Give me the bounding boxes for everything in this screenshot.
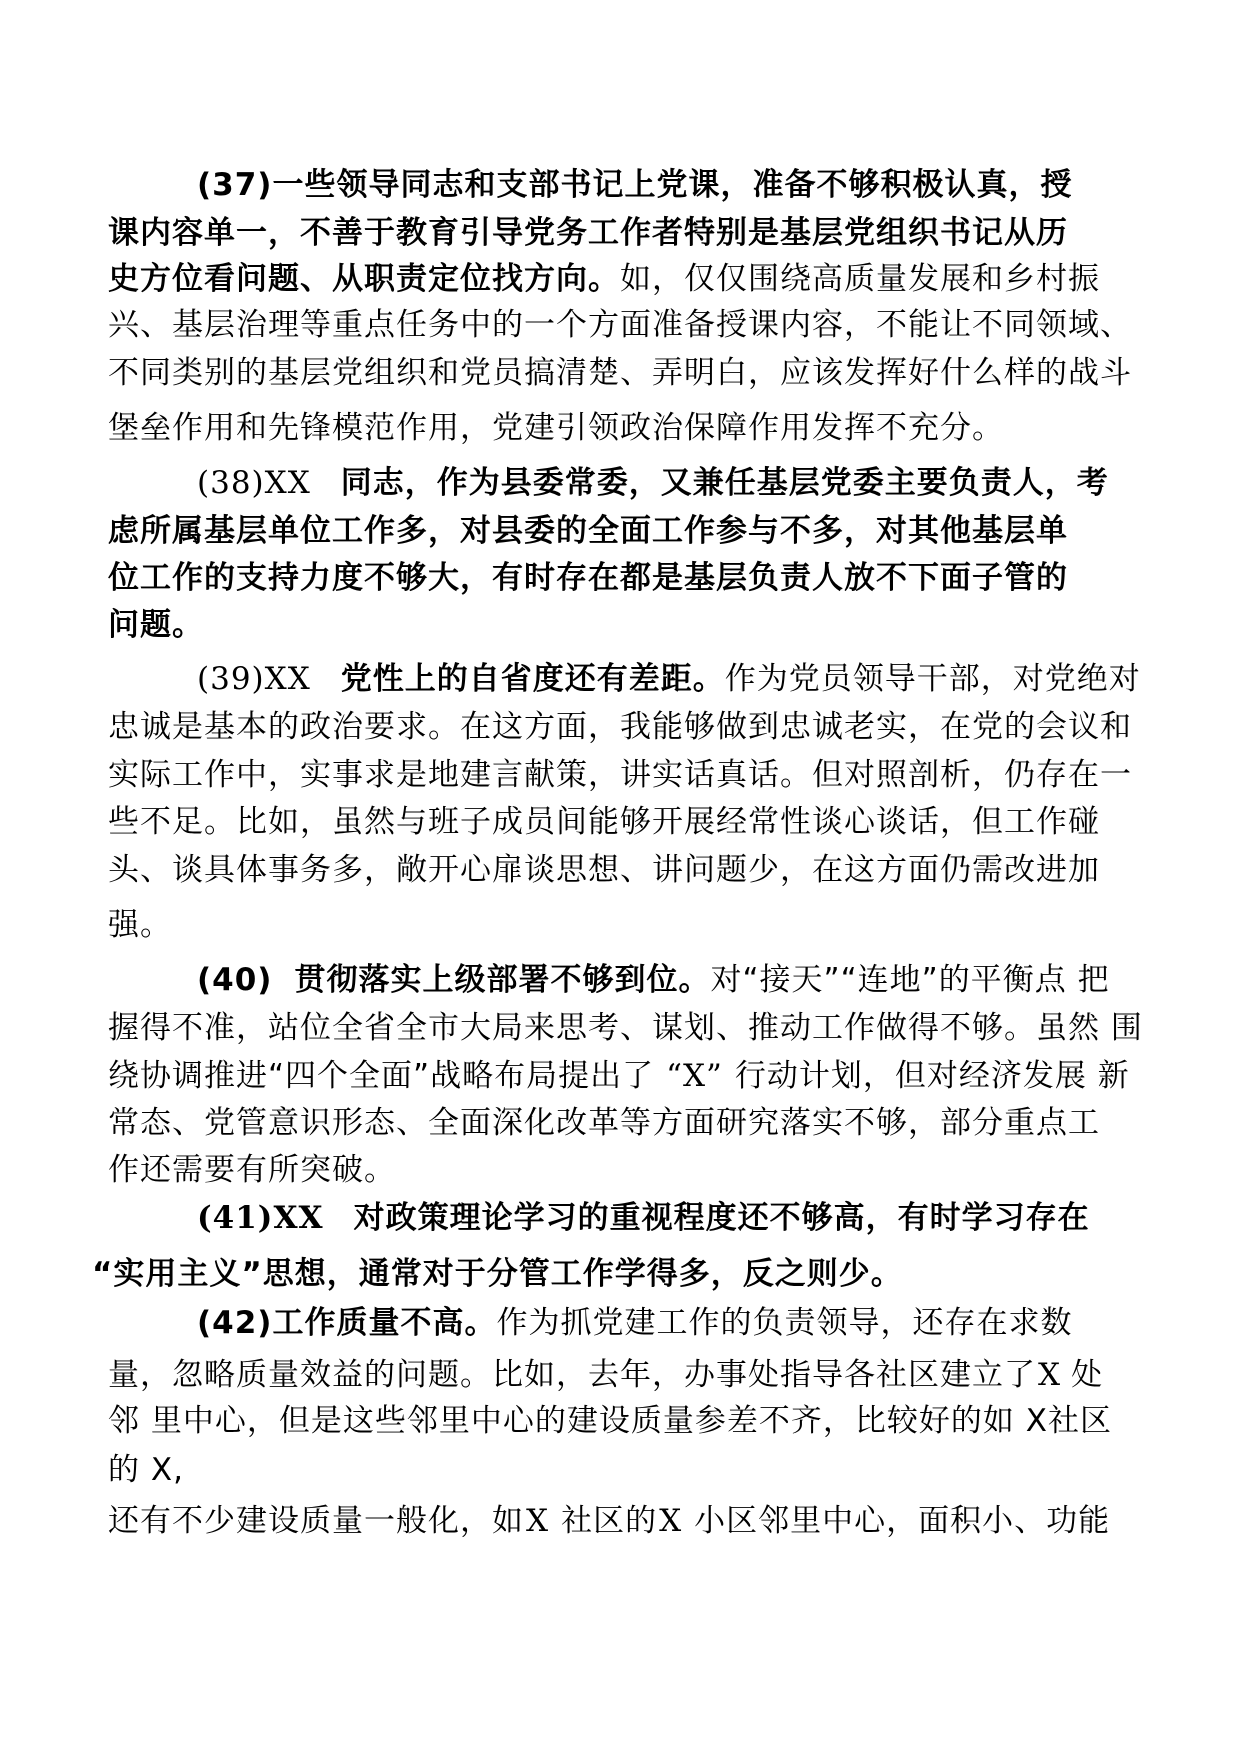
- p39-line-1: [197, 659, 1141, 699]
- p42-line-2-x: X: [1038, 1357, 1062, 1393]
- p40-line-3-x: “X”: [666, 1058, 723, 1094]
- p38-number: (38): [197, 465, 265, 501]
- p39-line-3: 实际工作中，实事求是地建言献策，讲实话真话。但对照剖析，仍存在一: [108, 757, 1132, 793]
- p39-line-5: 头、谈具体事务多，敞开心扉谈思想、讲问题少，在这方面仍需改进加: [108, 852, 1100, 888]
- p38-line-1-text: 同志，作为县委常委，又兼任基层党委主要负责人，考: [340, 465, 1109, 501]
- p41-line-1: [197, 1198, 1090, 1238]
- p40-line-3: [108, 1056, 1130, 1096]
- p40-line-1: [197, 960, 1110, 1000]
- p40-line-1-bold: 贯彻落实上级部署不够到位。: [294, 962, 711, 998]
- p37-line-3-bold: 史方位看问题、从职责定位找方向。: [108, 261, 620, 297]
- p39-xx: XX: [264, 661, 311, 697]
- p37-line-2: 课内容单一，不善于教育引导党务工作者特别是基层党组织书记从历: [108, 215, 1068, 251]
- p37-line-3-normal: 如，仅仅围绕高质量发展和乡村振: [620, 261, 1100, 297]
- p42-line-2-part-2: 处: [1071, 1357, 1104, 1393]
- p37-line-6: 堡垒作用和先锋模范作用，党建引领政治保障作用发挥不充分。: [108, 410, 1004, 446]
- p40-number: (40): [197, 962, 273, 998]
- p39-line-2: 忠诚是基本的政治要求。在这方面，我能够做到忠诚老实，在党的会议和: [108, 709, 1132, 745]
- p42-line-2: [108, 1355, 1103, 1395]
- p38-line-2: 虑所属基层单位工作多，对县委的全面工作参与不多，对其他基层单: [108, 513, 1068, 549]
- p41-line-1-text: 对政策理论学习的重视程度还不够高，有时学习存在: [353, 1200, 1090, 1236]
- p40-line-2: 握得不准，站位全省全市大局来思考、谋划、推动工作做得不够。虽然 围: [108, 1010, 1143, 1046]
- p42-line-1-bold: (42)工作质量不高。: [197, 1305, 497, 1341]
- p37-line-3: [108, 259, 1100, 299]
- p37-line-5: 不同类别的基层党组织和党员搞清楚、弄明白，应该发挥好什么样的战斗: [108, 355, 1132, 391]
- p37-line-1: (37)一些领导同志和支部书记上党课，准备不够积极认真，授: [197, 167, 1073, 203]
- p39-line-1-bold: 党性上的自省度还有差距。: [340, 661, 725, 697]
- p40-line-5: 作还需要有所突破。: [108, 1152, 396, 1188]
- p40-line-1-normal: 对“接天”“连地”的平衡点 把: [710, 962, 1110, 998]
- p42-line-5-part-2: 社区的: [561, 1503, 658, 1539]
- p41-line-2: “实用主义”思想，通常对于分管工作学得多，反之则少。: [92, 1256, 903, 1292]
- p39-line-1-normal: 作为党员领导干部，对党绝对: [724, 661, 1141, 697]
- p42-line-5: [108, 1501, 1110, 1541]
- p42-line-5-part-1: 还有不少建设质量一般化，如: [108, 1503, 524, 1539]
- p42-line-4: 的 X,: [108, 1452, 184, 1488]
- p37-line-4: 兴、基层治理等重点任务中的一个方面准备授课内容，不能让不同领域、: [108, 307, 1132, 343]
- p38-line-4: 问题。: [108, 607, 204, 643]
- p41-number: (41)XX: [197, 1200, 324, 1236]
- p40-line-4: 常态、党管意识形态、全面深化改革等方面研究落实不够，部分重点工: [108, 1105, 1100, 1141]
- p42-line-5-x1: X: [526, 1503, 550, 1539]
- p38-line-3: 位工作的支持力度不够大，有时存在都是基层负责人放不下面子管的: [108, 560, 1068, 596]
- p42-line-1-normal: 作为抓党建工作的负责领导，还存在求数: [496, 1305, 1073, 1341]
- p39-line-6: 强。: [108, 907, 172, 943]
- p42-line-3: 邻 里中心，但是这些邻里中心的建设质量参差不齐，比较好的如 X社区: [108, 1403, 1112, 1439]
- p38-xx: XX: [264, 465, 311, 501]
- p42-line-5-x2: X: [659, 1503, 683, 1539]
- p39-line-4: 些不足。比如，虽然与班子成员间能够开展经常性谈心谈话，但工作碰: [108, 804, 1100, 840]
- p42-line-5-part-3: 小区邻里中心，面积小、功能: [694, 1503, 1111, 1539]
- p42-line-2-part-1: 量，忽略质量效益的问题。比如，去年，办事处指导各社区建立了: [108, 1357, 1036, 1393]
- p38-line-1: [197, 463, 1109, 503]
- p40-line-3-part-1: 绕协调推进“四个全面”战略布局提出了: [108, 1058, 655, 1094]
- p42-line-1: [197, 1303, 1072, 1343]
- p39-number: (39): [197, 661, 265, 697]
- p40-line-3-part-2: 行动计划，但对经济发展 新: [734, 1058, 1130, 1094]
